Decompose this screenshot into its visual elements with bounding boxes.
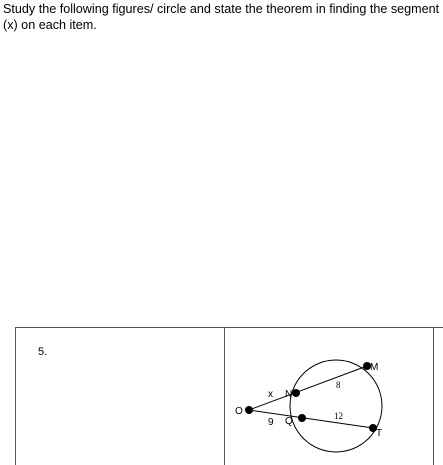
point-o [245, 406, 253, 414]
circle [290, 360, 382, 452]
label-o: O [235, 406, 243, 417]
measure-12: 12 [334, 411, 343, 421]
label-q: Q [285, 416, 293, 427]
instructions-text: Study the following figures/ circle and state the theorem in finding the segment (x) on each item. [3, 2, 440, 32]
label-n: N [285, 389, 293, 400]
measure-8: 8 [336, 380, 341, 390]
secant-o-m [249, 366, 367, 410]
measure-x: x [268, 389, 273, 400]
measure-9: 9 [268, 417, 274, 428]
secant-figure [0, 327, 443, 465]
point-q [298, 414, 306, 422]
label-t: T [376, 428, 383, 439]
item-number: 5. [38, 346, 48, 358]
point-n [292, 389, 300, 397]
label-m: M [370, 362, 379, 373]
worksheet-table [0, 327, 443, 465]
